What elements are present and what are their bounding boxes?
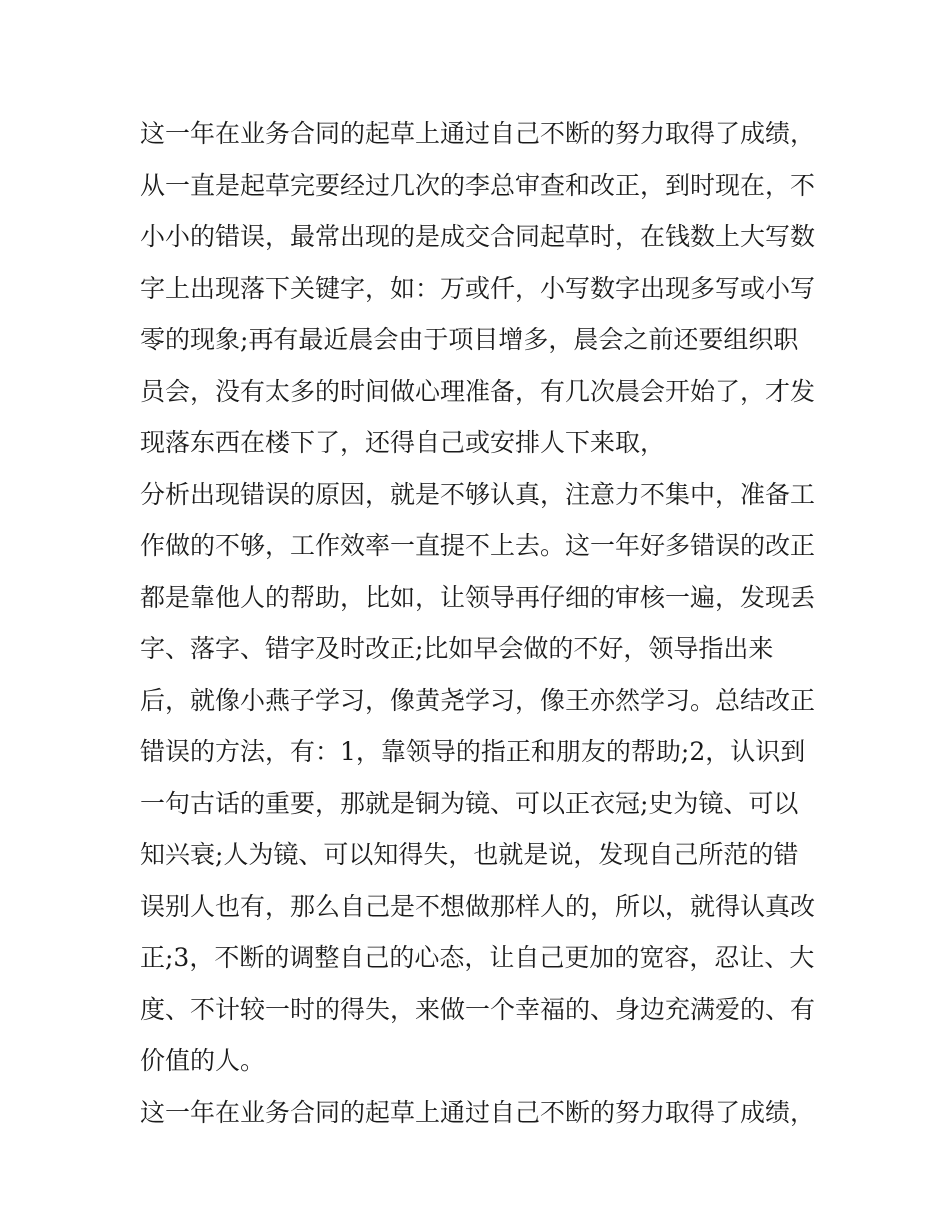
- text-line: 后，就像小燕子学习，像黄尧学习，像王亦然学习。总结改正: [140, 685, 816, 715]
- text-line: 这一年在业务合同的起草上通过自己不断的努力取得了成绩，: [140, 119, 816, 148]
- text-line: 作做的不够，工作效率一直提不上去。这一年好多错误的改正: [140, 531, 816, 560]
- text-line: 零的现象;再有最近晨会由于项目增多，晨会之前还要组织职: [140, 325, 799, 354]
- text-line: 都是靠他人的帮助，比如，让领导再仔细的审核一遍，发现丢: [140, 582, 816, 612]
- text-line: 从一直是起草完要经过几次的李总审查和改正，到时现在，不: [140, 170, 816, 200]
- document-body: [140, 108, 820, 1138]
- text-line: 错误的方法，有：1，靠领导的指正和朋友的帮助;2，认识到: [140, 737, 806, 766]
- text-line: 价值的人。: [140, 1046, 266, 1075]
- text-line: 一句古话的重要，那就是铜为镜、可以正衣冠;史为镜、可以: [140, 788, 799, 818]
- text-line: 字、落字、错字及时改正;比如早会做的不好，领导指出来: [140, 634, 774, 663]
- text-line: 度、不计较一时的得失，来做一个幸福的、身边充满爱的、有: [140, 994, 816, 1024]
- text-line: 字上出现落下关键字，如：万或仟，小写数字出现多写或小写: [140, 273, 816, 303]
- text-line: 分析出现错误的原因，就是不够认真，注意力不集中，准备工: [140, 479, 816, 509]
- text-line: 误别人也有，那么自己是不想做那样人的，所以，就得认真改: [140, 891, 816, 921]
- text-line: 正;3，不断的调整自己的心态，让自己更加的宽容，忍让、大: [140, 943, 815, 972]
- text-line: 员会，没有太多的时间做心理准备，有几次晨会开始了，才发: [140, 376, 816, 406]
- text-line: 知兴衰;人为镜、可以知得失，也就是说，发现自己所范的错: [140, 840, 799, 869]
- text-line: 现落东西在楼下了，还得自己或安排人下来取，: [140, 428, 666, 457]
- text-line: 小小的错误，最常出现的是成交合同起草时，在钱数上大写数: [140, 222, 816, 251]
- text-line: 这一年在业务合同的起草上通过自己不断的努力取得了成绩，: [140, 1097, 816, 1127]
